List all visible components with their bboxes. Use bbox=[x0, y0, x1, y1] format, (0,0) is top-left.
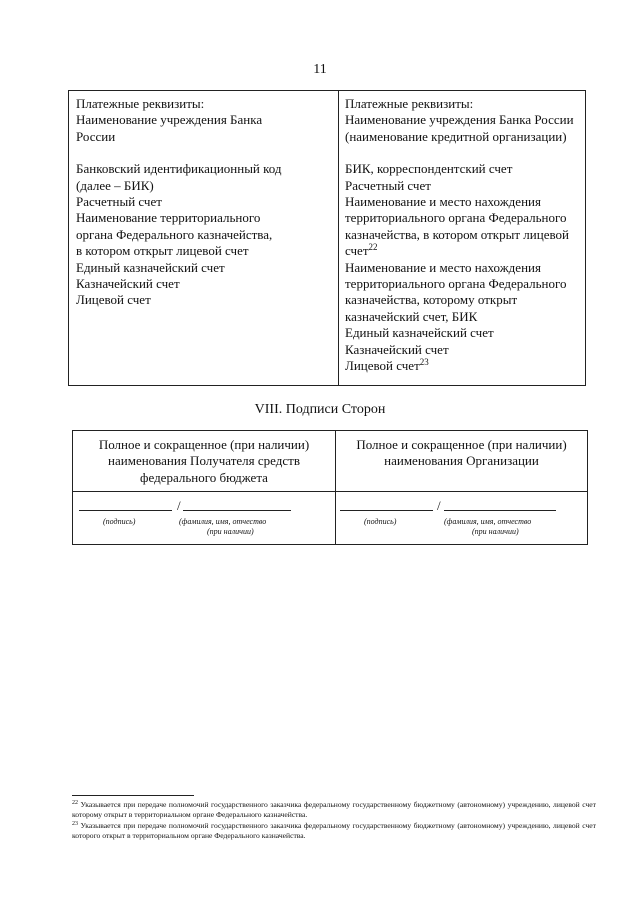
right-line: Наименование учреждения Банка России bbox=[345, 112, 574, 128]
left-line: Наименование территориального bbox=[76, 210, 261, 226]
recipient-header: Полное и сокращенное (при наличии) наименования Получателя средств федерального бюджета bbox=[73, 431, 336, 492]
name-label: (фамилия, имя, отчество bbox=[444, 517, 532, 527]
signature-label: (подпись) bbox=[364, 517, 397, 527]
right-line: казначейства, в котором открыт лицевой bbox=[345, 226, 569, 242]
page-number: 11 bbox=[313, 62, 327, 77]
signature-label: (подпись) bbox=[103, 517, 136, 527]
name-line bbox=[444, 510, 556, 511]
right-line: счет$^{22}$ bbox=[345, 242, 378, 259]
footnote: $^{23}$ Указывается при передаче полномочий государственного заказчика федеральному государственному бюджетному (автономному) учреждению, лицевой счет которого открыт в территориальном органе Федерального казначейства. bbox=[72, 820, 596, 841]
right-line: (наименование кредитной организации) bbox=[345, 128, 567, 144]
left-line: Банковский идентификационный код bbox=[76, 161, 282, 177]
organization-header: Полное и сокращенное (при наличии) наименования Организации bbox=[336, 431, 588, 492]
right-header: Платежные реквизиты: bbox=[345, 96, 474, 111]
name-label: (фамилия, имя, отчество bbox=[179, 517, 267, 527]
left-line: Расчетный счет bbox=[76, 194, 162, 210]
right-line: территориального органа Федерального bbox=[345, 210, 567, 226]
left-line: Лицевой счет bbox=[76, 292, 151, 308]
requisites-table bbox=[68, 90, 586, 386]
right-line: территориального органа Федерального bbox=[345, 276, 567, 292]
footnote-ref: 22 bbox=[368, 242, 378, 253]
left-line: (далее – БИК) bbox=[76, 177, 154, 193]
name-label-note: (при наличии) bbox=[472, 527, 519, 537]
signature-line bbox=[79, 510, 172, 511]
signatures-table bbox=[72, 430, 588, 545]
section-title: VIII. Подписи Сторон bbox=[254, 402, 386, 417]
footnote: $^{22}$ Указывается при передаче полномочий государственного заказчика федеральному государственному бюджетному (автономному) учреждению, лицевой счет которому открыт в территориальном органе Федерального казначейства. bbox=[72, 800, 596, 820]
right-line: Казначейский счет bbox=[345, 341, 449, 357]
right-line: Наименование и место нахождения bbox=[345, 259, 541, 275]
footnote-ref: 23 bbox=[419, 357, 429, 368]
left-line: Единый казначейский счет bbox=[76, 259, 225, 275]
footnote-separator bbox=[72, 795, 194, 796]
left-line: Наименование учреждения Банка bbox=[76, 112, 263, 128]
recipient-signature-cell: / (подпись) (фамилия, имя, отчество (при наличии) bbox=[73, 492, 336, 545]
right-line: казначейства, которому открыт bbox=[345, 292, 518, 308]
left-line: в котором открыт лицевой счет bbox=[76, 243, 249, 259]
signature-line bbox=[340, 510, 433, 511]
left-line: Казначейский счет bbox=[76, 276, 180, 292]
name-line bbox=[183, 510, 291, 511]
left-header: Платежные реквизиты: bbox=[76, 96, 205, 111]
left-line: России bbox=[76, 128, 116, 144]
requisites-left-cell bbox=[69, 91, 339, 386]
footnotes bbox=[72, 800, 596, 842]
requisites-right-cell bbox=[339, 91, 586, 386]
right-line: БИК, корреспондентский счет bbox=[345, 161, 513, 177]
right-line: казначейский счет, БИК bbox=[345, 308, 478, 324]
name-label-note: (при наличии) bbox=[207, 527, 254, 537]
right-line: Наименование и место нахождения bbox=[345, 194, 541, 210]
organization-signature-cell: / (подпись) (фамилия, имя, отчество (при наличии) bbox=[336, 492, 588, 545]
right-line: Единый казначейский счет bbox=[345, 325, 494, 341]
left-line: органа Федерального казначейства, bbox=[76, 226, 273, 242]
right-line: Расчетный счет bbox=[345, 177, 431, 193]
right-line: Лицевой счет$^{23}$ bbox=[345, 357, 429, 374]
